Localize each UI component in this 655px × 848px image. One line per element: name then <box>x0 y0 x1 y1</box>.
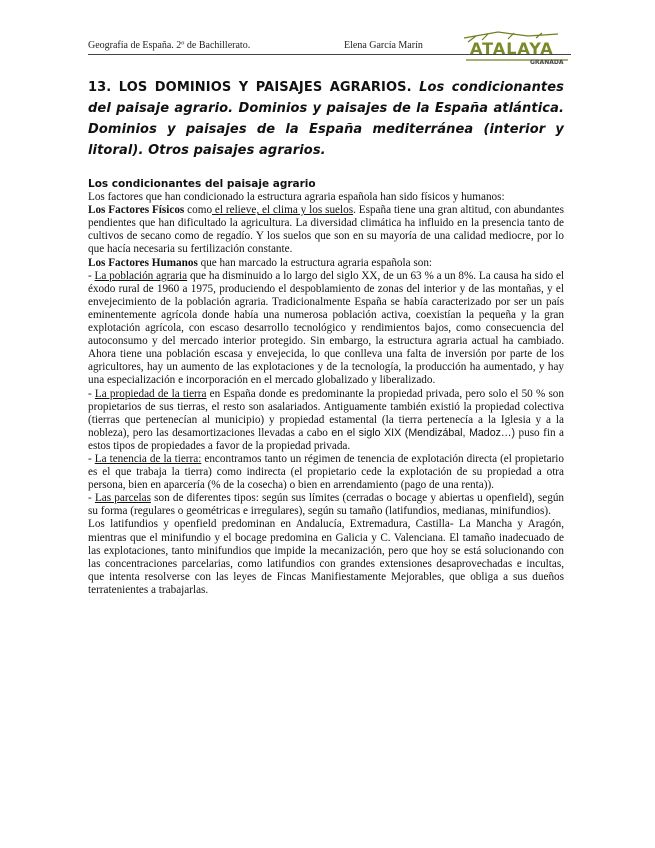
title-rest: Los condicionantes del paisaje agrario. Dominios y paisajes de la España atlántica. Dominios y paisajes de la España mediterránea (interior y litoral). Otros paisajes agrarios. <box>88 80 564 158</box>
humanos-text: que han marcado la estructura agraria española son: <box>197 256 433 269</box>
header-course: Geografía de España. 2º de Bachillerato. <box>88 40 251 51</box>
item-term-poblacion: La población agraria <box>94 269 188 282</box>
logo-wordmark: ATALAYA <box>470 39 554 58</box>
page-title <box>88 77 564 161</box>
list-item-poblacion <box>88 270 564 388</box>
header-divider <box>88 54 571 55</box>
item-text-tenencia: encontramos tanto un régimen de tenencia de explotación directa (el propietario es el que trabaja la tierra) como indirecta (el propietario cede la explotación de su propiedad a otra persona, bien en aparcería (% de la cosecha) o bien en arrendamiento (pago de una renta)). <box>88 452 564 492</box>
logo-subtitle: GRANADA <box>530 59 564 66</box>
header-author: Elena García Marín <box>344 40 423 51</box>
item-text-poblacion: que ha disminuido a lo largo del siglo XX, de un 63 % a un 8%. La causa ha sido el éxodo rural de 1960 a 1975, produciendo el despoblamiento de zonas del interior y de las montañas, y el envejecimiento de la población agraria. Tradicionalmente España se había caracterizado por ser un país eminentemente agrícola donde había una numerosa población activa, coexistían la pequeña y la gran explotación agrícola, con escaso desarrollo tecnológico y rendimientos bajos, como consecuencia del autoconsumo y del mercado interior protegido. Sin embargo, la estructura agraria actual ha cambiado. Ahora tiene una población escasa y envejecida, lo que conlleva una falta de inversión por parte de los agricultores, hay un aumento de las explotaciones y de la tecnología, la producción ha aumentado, y hay una especialización e incorporación en el mercado globalizado y liberalizado. <box>88 269 565 387</box>
label-factores-humanos: Los Factores Humanos <box>88 256 198 269</box>
fisicos-text: . España tiene una gran altitud, con abundantes pendientes que han dificultado la agricultura. La diversidad climática ha influido en la presencia tanto de cultivos de secano como de regadío. Y los suelos que son en su mayoría de una calidad mediocre, por lo que hacía necesaria su fertilización constante. <box>88 204 564 256</box>
item-term-tenencia: La tenencia de la tierra: <box>94 452 202 465</box>
item-dash: - <box>88 492 95 505</box>
fisicos-underlined: el relieve, el clima y los suelos <box>212 204 354 217</box>
item-text-parcelas: son de diferentes tipos: según sus límites (cerradas o bocage y abiertas u openfield), según su forma (regulares o geométricas e irregulares), según su tamaño (latifundios, medianas, minifundios). <box>88 492 565 518</box>
section-heading: Los condicionantes del paisaje agrario <box>88 178 316 190</box>
list-item-tenencia <box>88 453 564 492</box>
item-dash: - <box>88 452 95 465</box>
title-lead: 13. LOS DOMINIOS Y PAISAJES AGRARIOS. <box>88 80 412 95</box>
fisicos-pre: como <box>184 204 213 217</box>
paragraph-factores-fisicos <box>88 204 564 256</box>
paragraph-factores-humanos <box>88 257 564 270</box>
body-content <box>88 178 564 597</box>
item-text-siglo: en el siglo XIX (Mendizábal, Madoz…) <box>331 426 516 439</box>
item-dash: - <box>88 269 95 282</box>
item-text-propiedad-end: puso fin a estos tipos de propiedades a favor de la propiedad privada. <box>88 426 564 452</box>
item-dash: - <box>88 387 95 400</box>
section-intro: Los factores que han condicionado la estructura agraria española han sido físicos y humanos: <box>88 191 505 204</box>
item-term-parcelas: Las parcelas <box>94 492 151 505</box>
paragraph-closing: Los latifundios y openfield predominan en Andalucía, Extremadura, Castilla- La Mancha y Aragón, mientras que el minifundio y el bocage predomina en Galicia y C. Valenciana. El tamaño inadecuado de las explotaciones, tanto minifundios que impide la mecanización, pero que hoy se está solucionando con las concentraciones parcelarias, como latifundios con grandes extensiones desaprovechadas e incultas, que intenta resolverse con las leyes de Fincas Manifiestamente Mejorables, que obliga a sus dueños terratenientes a trabajarlas. <box>88 518 564 596</box>
list-item-propiedad <box>88 388 564 453</box>
label-factores-fisicos: Los Factores Físicos <box>88 204 185 217</box>
item-term-propiedad: La propiedad de la tierra <box>94 387 207 400</box>
item-text-propiedad: en España donde es predominante la propiedad privada, pero solo el 50 % son propietarios de sus tierras, el resto son asalariados. Antiguamente también existió la propiedad colectiva (tierras que pertenecían al municipio) y propiedad estamental (la tierra pertenecía a la Iglesia y a la nobleza), pero las desamortizaciones llevadas a cabo <box>88 387 564 439</box>
list-item-parcelas <box>88 492 564 518</box>
